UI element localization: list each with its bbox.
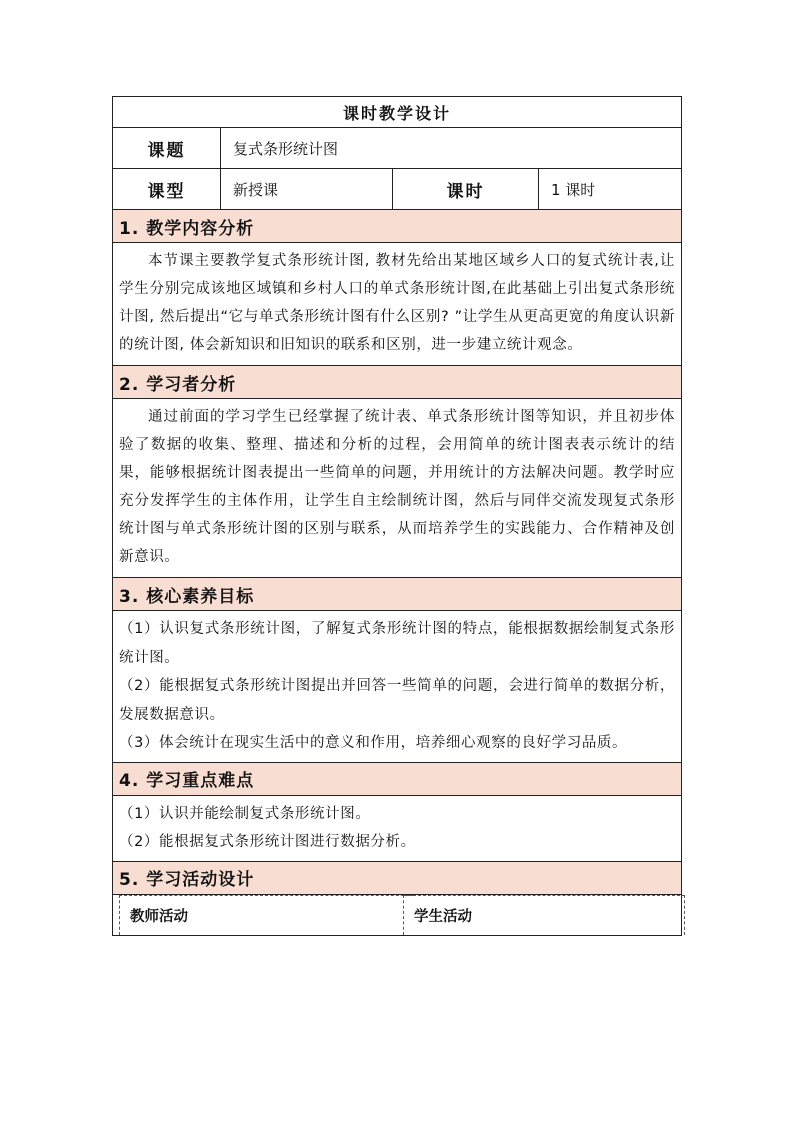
goal-item: （1）认识复式条形统计图，了解复式条形统计图的特点，能根据数据绘制复式条形统计图。 bbox=[119, 621, 676, 666]
lesson-type-label: 课型 bbox=[113, 169, 221, 210]
teacher-activity-header: 教师活动 bbox=[119, 895, 414, 935]
activity-header-row bbox=[113, 894, 682, 935]
section-heading-content-analysis: 1. 教学内容分析 bbox=[113, 210, 682, 243]
section-body-content-analysis bbox=[113, 243, 682, 366]
topic-label: 课题 bbox=[113, 128, 221, 169]
content-analysis-paragraph: 本节课主要教学复式条形统计图, 教材先给出某地区域乡人口的复式统计表,让学生分别完成该地区域镇和乡村人口的单式条形统计图,在此基础上引出复式条形统计图, 然后提出“它与单式条形统计图有什么区别? ”让学生从更高更宽的角度认识新的统计图, 体会新知识和旧知识的联系和区别，进一步建立统计观念。 bbox=[119, 253, 676, 353]
topic-value: 复式条形统计图 bbox=[221, 128, 682, 169]
student-activity-header: 学生活动 bbox=[403, 895, 685, 935]
document-title: 课时教学设计 bbox=[113, 97, 682, 128]
section-body-key-points bbox=[113, 795, 682, 861]
lesson-type-value: 新授课 bbox=[221, 169, 393, 210]
goal-item: （2）能根据复式条形统计图提出并回答一些简单的问题，会进行简单的数据分析，发展数据意识。 bbox=[119, 678, 676, 723]
section-body-core-goals bbox=[113, 611, 682, 763]
section-heading-activity-design: 5. 学习活动设计 bbox=[113, 861, 682, 894]
key-point-item: （1）认识并能绘制复式条形统计图。 bbox=[119, 805, 371, 822]
section-heading-core-goals: 3. 核心素养目标 bbox=[113, 578, 682, 611]
key-point-item: （2）能根据复式条形统计图进行数据分析。 bbox=[119, 834, 416, 850]
lesson-design-table bbox=[112, 96, 682, 936]
learner-analysis-paragraph: 通过前面的学习学生已经掌握了统计表、单式条形统计图等知识，并且初步体验了数据的收集、整理、描述和分析的过程，会用简单的统计图表表示统计的结果，能够根据统计图表提出一些简单的问题，并用统计的方法解决问题。教学时应充分发挥学生的主体作用，让学生自主绘制统计图，然后与同伴交流发现复式条形统计图与单式条形统计图的区别与联系，从而培养学生的实践能力、合作精神及创新意识。 bbox=[119, 409, 676, 565]
section-body-learner-analysis bbox=[113, 399, 682, 578]
class-hours-value: 1 课时 bbox=[539, 169, 682, 210]
goal-item: （3）体会统计在现实生活中的意义和作用，培养细心观察的良好学习品质。 bbox=[119, 735, 628, 751]
class-hours-label: 课时 bbox=[393, 169, 539, 210]
section-heading-key-points: 4. 学习重点难点 bbox=[113, 762, 682, 795]
section-heading-learner-analysis: 2. 学习者分析 bbox=[113, 366, 682, 399]
